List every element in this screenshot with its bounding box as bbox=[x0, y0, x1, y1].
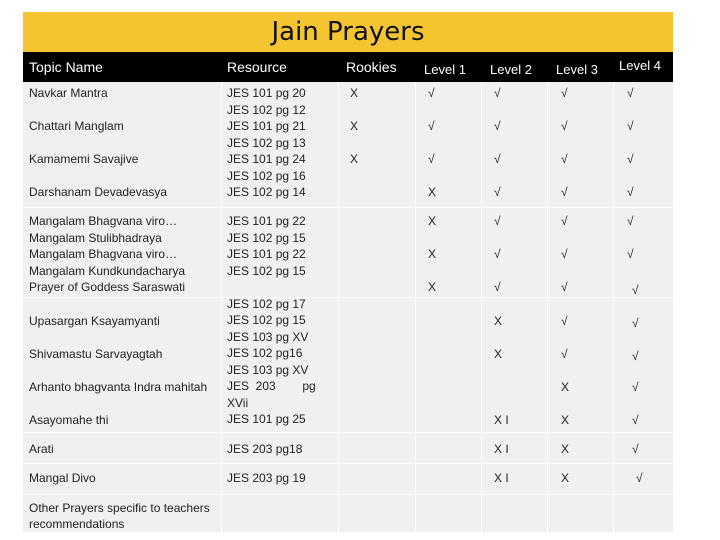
resource-line: JES 102 pg 15 bbox=[227, 230, 306, 245]
resource-spacer bbox=[227, 279, 316, 296]
mark-x: X bbox=[428, 280, 437, 294]
resource-line: JES 102 pg 12 bbox=[227, 102, 306, 117]
check-icon: √ bbox=[428, 152, 435, 166]
column-divider bbox=[613, 82, 614, 532]
mark-x: X bbox=[561, 471, 570, 485]
resource-spacer bbox=[227, 201, 316, 214]
topic-cell: Chattari Manglam bbox=[29, 119, 124, 133]
check-icon: √ bbox=[494, 119, 501, 133]
check-icon: √ bbox=[627, 214, 634, 228]
check-icon: √ bbox=[494, 214, 501, 228]
row-divider bbox=[23, 494, 673, 495]
check-icon: √ bbox=[561, 347, 568, 361]
resource-line: JES 102 pg16 bbox=[227, 346, 303, 360]
check-icon: √ bbox=[627, 185, 634, 199]
mark-x: X bbox=[494, 347, 503, 361]
resource-line: JES 101 pg 21 bbox=[227, 119, 306, 133]
topic-cell: Kamamemi Savajive bbox=[29, 152, 139, 166]
check-icon: √ bbox=[627, 152, 634, 166]
mark-x: X bbox=[561, 413, 570, 427]
mark-xi: X I bbox=[494, 413, 509, 427]
check-icon: √ bbox=[428, 86, 435, 100]
resource-column bbox=[227, 85, 316, 428]
resource-line: JES 101 pg 22 bbox=[227, 247, 306, 261]
mark-x: X bbox=[350, 119, 359, 133]
resource-line: JES 203 pg 19 bbox=[227, 471, 306, 485]
column-divider bbox=[221, 82, 222, 532]
check-icon: √ bbox=[627, 247, 634, 261]
check-icon: √ bbox=[632, 283, 639, 297]
topic-cell: Navkar Mantra bbox=[29, 86, 108, 100]
check-icon: √ bbox=[561, 314, 568, 328]
topic-cell: Other Prayers specific to teachers bbox=[29, 501, 210, 515]
check-icon: √ bbox=[561, 185, 568, 199]
resource-line: JES 102 pg 15 bbox=[227, 263, 306, 278]
check-icon: √ bbox=[494, 86, 501, 100]
topic-cell: Mangal Divo bbox=[29, 471, 96, 485]
check-icon: √ bbox=[632, 442, 639, 456]
mark-x: X bbox=[561, 442, 570, 456]
check-icon: √ bbox=[632, 413, 639, 427]
column-divider bbox=[338, 82, 339, 532]
topic-cell: Arati bbox=[29, 442, 54, 456]
mark-x: X bbox=[428, 247, 437, 261]
check-icon: √ bbox=[561, 214, 568, 228]
check-icon: √ bbox=[494, 247, 501, 261]
check-icon: √ bbox=[561, 280, 568, 294]
resource-line: JES 101 pg 25 bbox=[227, 412, 306, 426]
check-icon: √ bbox=[636, 471, 643, 485]
mark-x: X bbox=[494, 314, 503, 328]
topic-cell: Darshanam Devadevasya bbox=[29, 185, 168, 199]
header-level1: Level 1 bbox=[424, 62, 466, 77]
header-level2: Level 2 bbox=[490, 62, 532, 77]
table-body bbox=[23, 82, 673, 532]
row-divider bbox=[23, 207, 673, 208]
header-resource: Resource bbox=[227, 59, 287, 75]
row-divider bbox=[23, 297, 673, 298]
header-level3: Level 3 bbox=[556, 62, 598, 77]
topic-cell: Mangalam Kundkundacharya bbox=[29, 263, 186, 278]
resource-line: JES 203 pg bbox=[227, 379, 316, 393]
resource-line: JES 102 pg 15 bbox=[227, 313, 306, 327]
resource-line: JES 103 pg XV bbox=[227, 329, 309, 344]
mark-x: X bbox=[428, 185, 437, 199]
header-topic: Topic Name bbox=[29, 59, 103, 75]
mark-x: X bbox=[350, 86, 359, 100]
topic-cell: recommendations bbox=[29, 517, 125, 531]
row-divider bbox=[23, 432, 673, 433]
resource-line: XVii bbox=[227, 395, 249, 410]
topic-cell: Asayomahe thi bbox=[29, 413, 109, 427]
check-icon: √ bbox=[494, 280, 501, 294]
page-title: Jain Prayers bbox=[271, 17, 425, 47]
check-icon: √ bbox=[561, 247, 568, 261]
resource-line: JES 102 pg 13 bbox=[227, 135, 306, 150]
topic-cell: Shivamastu Sarvayagtah bbox=[29, 347, 163, 361]
resource-line: JES 102 pg 17 bbox=[227, 296, 306, 311]
header-level4: Level 4 bbox=[619, 58, 661, 73]
check-icon: √ bbox=[494, 185, 501, 199]
row-divider bbox=[23, 463, 673, 464]
topic-cell: Mangalam Bhagvana viro… bbox=[29, 247, 178, 261]
check-icon: √ bbox=[627, 119, 634, 133]
header-rookies: Rookies bbox=[346, 59, 397, 75]
check-icon: √ bbox=[632, 349, 639, 363]
mark-x: X bbox=[561, 380, 570, 394]
topic-cell: Mangalam Stulibhadraya bbox=[29, 230, 162, 245]
check-icon: √ bbox=[561, 86, 568, 100]
column-divider bbox=[547, 82, 548, 532]
check-icon: √ bbox=[561, 119, 568, 133]
topic-cell: Prayer of Goddess Saraswati bbox=[29, 280, 186, 294]
mark-x: X bbox=[428, 214, 437, 228]
mark-xi: X I bbox=[494, 442, 509, 456]
mark-xi: X I bbox=[494, 471, 509, 485]
check-icon: √ bbox=[627, 86, 634, 100]
check-icon: √ bbox=[428, 119, 435, 133]
column-divider bbox=[415, 82, 416, 532]
check-icon: √ bbox=[494, 152, 501, 166]
column-divider bbox=[481, 82, 482, 532]
topic-cell: Mangalam Bhagvana viro… bbox=[29, 214, 178, 228]
resource-line: JES 102 pg 16 bbox=[227, 168, 306, 183]
resource-line: JES 101 pg 22 bbox=[227, 214, 306, 228]
mark-x: X bbox=[350, 152, 359, 166]
resource-line: JES 103 pg XV bbox=[227, 362, 309, 377]
resource-line: JES 203 pg18 bbox=[227, 442, 303, 456]
resource-line: JES 102 pg 14 bbox=[227, 185, 306, 199]
check-icon: √ bbox=[561, 152, 568, 166]
topic-cell: Arhanto bhagvanta Indra mahitah bbox=[29, 380, 208, 394]
resource-line: JES 101 pg 20 bbox=[227, 86, 306, 100]
topic-cell: Upasargan Ksayamyanti bbox=[29, 314, 160, 328]
check-icon: √ bbox=[632, 316, 639, 330]
resource-line: JES 101 pg 24 bbox=[227, 152, 306, 166]
check-icon: √ bbox=[632, 380, 639, 394]
